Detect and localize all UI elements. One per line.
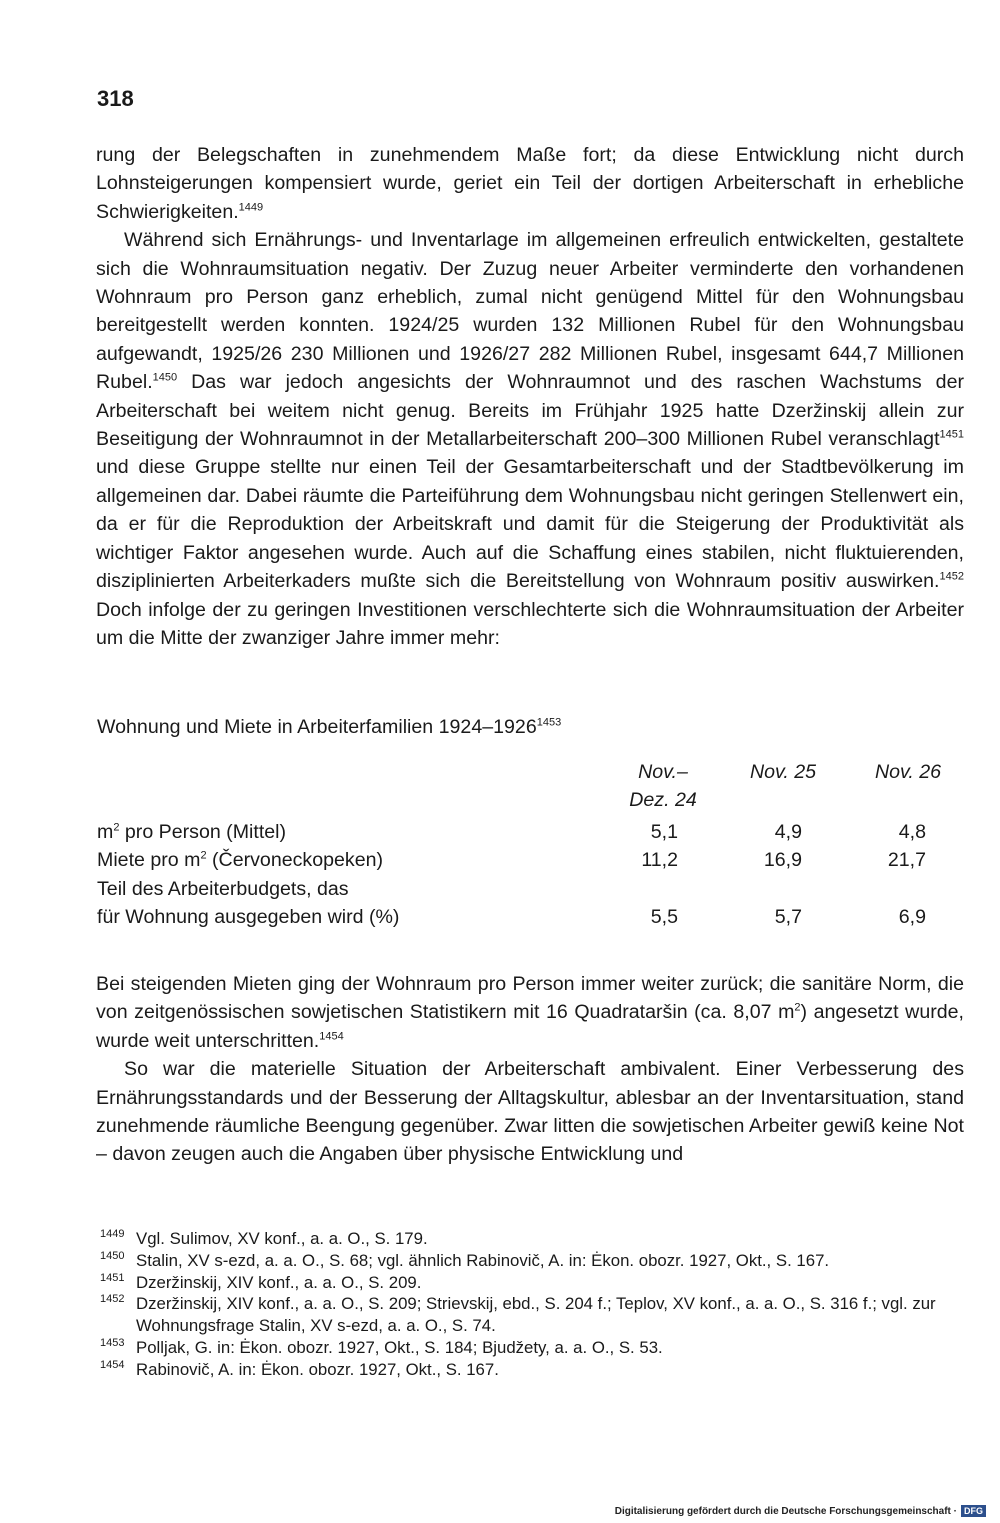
footnote-ref-1454[interactable]: 1454 — [319, 1030, 344, 1043]
footnote-ref-1450[interactable]: 1450 — [152, 371, 178, 384]
footnote-number: 1449 — [100, 1228, 125, 1240]
footnote-1449 — [100, 1228, 970, 1250]
label-text: m — [97, 821, 114, 843]
table-cell: 21,7 — [887, 849, 926, 871]
label-line: für Wohnung ausgegeben wird (%) — [97, 906, 400, 928]
label-text: pro Person (Mittel) — [119, 821, 287, 843]
column-header-1 — [618, 758, 708, 814]
paragraph-text: ) angesetzt wurde, wurde weit unterschritten. — [96, 1001, 964, 1052]
footnote-text: Polljak, G. in: Ėkon. obozr. 1927, Okt., S. 184; Bjudžety, a. a. O., S. 53. — [136, 1337, 663, 1357]
footnote-number: 1450 — [100, 1249, 125, 1262]
column-header-2: Nov. 25 — [749, 761, 817, 783]
column-header-3: Nov. 26 — [874, 761, 942, 783]
table-cell: 5,1 — [650, 821, 678, 843]
superscript: 2 — [794, 1001, 801, 1014]
paragraph-text: Während sich Ernährungs- und Inventarlage im allgemeinen erfreulich entwickelten, gestaltete sich die Wohnraumsituation negativ. Der Zuzug neuer Arbeiter verminderte den vorhandenen Wohnraum pro Person ganz erheblich, zumal nicht genügend Mittel für den Wohnungsbau bereitgestellt werden konnten. 1924/25 wurden 132 Millionen Rubel für den Wohnungsbau aufgewandt, 1925/26 230 Millionen und 1926/27 282 Millionen Rubel, insgesamt 644,7 Millionen Rubel. — [96, 229, 964, 394]
table-cell: 11,2 — [641, 849, 678, 871]
row-label-2 — [97, 846, 383, 874]
table-cell: 5,5 — [650, 906, 678, 928]
paragraph-1 — [96, 141, 964, 226]
footnote-number: 1452 — [100, 1293, 125, 1306]
upper-text — [96, 141, 964, 652]
paragraph-text: und diese Gruppe stellte nur einen Teil der Gesamtarbeiterschaft und der Stadtbevölkerung im allgemeinen dar. Dabei räumte die Parteiführung dem Wohnungsbau nicht geringen Stellenwert ein, da er für die Reproduktion der Arbeitskraft und damit für die Steigerung der Produktivität als wichtiger Faktor angesehen wurde. Auch auf die Schaffung eines stabilen, nicht fluktuierenden, disziplinierten Arbeiterkaders mußte sich die Bereitstellung von Wohnraum positiv auswirken. — [96, 456, 964, 593]
paragraph-text: Bei steigenden Mieten ging der Wohnraum pro Person immer weiter zurück; die sanitäre Norm, die von zeitgenössischen sowjetischen Statistikern mit 16 Quadrataršin (ca. 8,07 m — [96, 973, 964, 1024]
label-sup: 2 — [113, 821, 120, 834]
footnote-ref-1452[interactable]: 1452 — [939, 570, 964, 583]
label-line: Teil des Arbeiterbudgets, das — [97, 878, 349, 900]
header-line: Dez. 24 — [629, 789, 697, 811]
page-number: 318 — [97, 86, 134, 111]
footnotes — [100, 1228, 970, 1381]
footnote-1452 — [100, 1293, 970, 1337]
label-text: (Červoneckopeken) — [206, 849, 384, 871]
footnote-ref-1453[interactable]: 1453 — [536, 716, 562, 729]
footnote-number: 1453 — [100, 1336, 125, 1349]
footnote-text: Dzeržinskij, XIV konf., a. a. O., S. 209. — [136, 1272, 422, 1292]
footnote-text: Vgl. Sulimov, XV konf., a. a. O., S. 179. — [136, 1229, 428, 1248]
paragraph-text: Das war jedoch angesichts der Wohnraumnot und des raschen Wachstums der Arbeiterschaft bei weitem nicht genug. Bereits im Frühjahr 1925 hatte Dzeržinskij allein zur Beseitigung der Wohnraumnot in der Metallarbeiterschaft 200–300 Millionen Rubel veranschlagt — [96, 371, 964, 451]
table-cell: 4,9 — [774, 821, 802, 843]
label-text: Miete pro m — [97, 849, 201, 871]
footnote-1451 — [100, 1272, 970, 1294]
paragraph-text: Doch infolge der zu geringen Investitionen verschlechterte sich die Wohnraumsituation der Arbeiter um die Mitte der zwanziger Jahre immer mehr: — [96, 598, 964, 649]
credit-text: Digitalisierung gefördert durch die Deutsche Forschungsgemeinschaft · — [614, 1506, 957, 1517]
dfg-logo: DFG — [961, 1505, 986, 1517]
footnote-text: Dzeržinskij, XIV konf., a. a. O., S. 209; Strievskij, ebd., S. 204 f.; Teplov, XV konf., a. a. O., S. 316 f.; vgl. zur Wohnungsfrage Stalin, XV s-ezd, a. a. O., S. 74. — [136, 1294, 936, 1336]
label-sup: 2 — [200, 849, 207, 862]
footnote-1450 — [100, 1250, 970, 1272]
paragraph-2 — [96, 226, 964, 652]
footnote-number: 1451 — [100, 1271, 125, 1284]
table-cell: 4,8 — [898, 821, 926, 843]
paragraph-text: rung der Belegschaften in zunehmendem Maße fort; da diese Entwicklung nicht durch Lohnsteigerungen kompensiert wurde, geriet ein Teil der dortigen Arbeiterschaft in erhebliche Schwierigkeiten. — [96, 144, 964, 223]
row-label-1 — [97, 818, 286, 846]
caption-text: Wohnung und Miete in Arbeiterfamilien 1924–1926 — [97, 716, 537, 738]
table-caption — [97, 716, 561, 739]
digitization-credit — [615, 1505, 986, 1517]
header-line: Nov.– — [638, 761, 688, 783]
row-label-3 — [97, 875, 399, 931]
paragraph-4: So war die materielle Situation der Arbeiterschaft ambivalent. Einer Verbesserung des Ernährungsstandards und der Besserung der Alltagskultur, ablesbar an der Inventarsituation, stand zunehmende räumliche Beengung gegenüber. Zwar litten die sowjetischen Arbeiter gewiß keine Not – davon zeugen auch die Angaben über physische Entwicklung und — [96, 1058, 964, 1166]
lower-text — [96, 970, 964, 1169]
table-cell: 6,9 — [898, 906, 926, 928]
footnote-1454 — [100, 1359, 970, 1381]
table-cell: 16,9 — [763, 849, 802, 871]
table-cell: 5,7 — [774, 906, 802, 928]
footnote-number: 1454 — [100, 1358, 125, 1371]
footnote-ref-1449[interactable]: 1449 — [238, 201, 264, 214]
footnote-text: Stalin, XV s-ezd, a. a. O., S. 68; vgl. ähnlich Rabinovič, A. in: Ėkon. obozr. 1927, Okt., S. 167. — [136, 1250, 830, 1270]
paragraph-3 — [96, 970, 964, 1055]
footnote-1453 — [100, 1337, 970, 1359]
footnote-ref-1451[interactable]: 1451 — [939, 428, 964, 441]
footnote-text: Rabinovič, A. in: Ėkon. obozr. 1927, Okt., S. 167. — [136, 1359, 499, 1379]
